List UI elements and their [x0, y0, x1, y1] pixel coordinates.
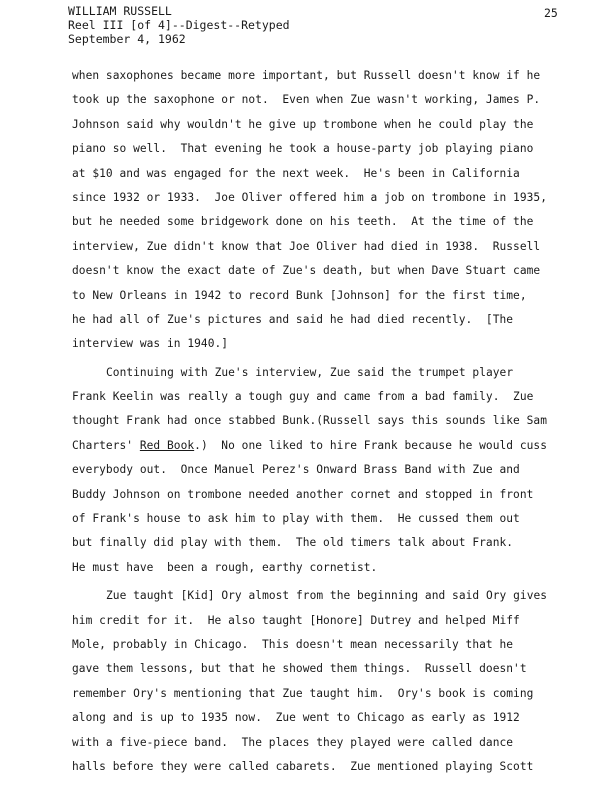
text-line: thought Frank had once stabbed Bunk.(Russell says this sounds like Sam: [72, 414, 547, 428]
text-line: Zue taught [Kid] Ory almost from the beginning and said Ory gives: [106, 589, 548, 603]
text-line: interview was in 1940.]: [72, 337, 229, 351]
text-line: when saxophones became more important, but Russell doesn't know if he: [72, 69, 541, 82]
text-line: at $10 and was engaged for the next week. He's been in California: [72, 166, 520, 180]
text-line: Buddy Johnson on trombone needed another cornet and stopped in front: [72, 487, 534, 501]
text-line: to New Orleans in 1942 to record Bunk [Johnson] for the first time,: [72, 288, 527, 302]
page-number: 25: [544, 6, 558, 20]
header-reel: Reel III [of 4]--Digest--Retyped: [68, 18, 290, 32]
text-line: doesn't know the exact date of Zue's death, but when Dave Stuart came: [72, 264, 541, 278]
paragraph: [72, 64, 577, 357]
text-line: but finally did play with them. The old timers talk about Frank.: [72, 536, 514, 550]
text-line: along and is up to 1935 now. Zue went to Chicago as early as 1912: [72, 711, 520, 725]
text-line: Continuing with Zue's interview, Zue said the trumpet player: [106, 365, 514, 379]
text-line: everybody out. Once Manuel Perez's Onward Brass Band with Zue and: [72, 463, 520, 477]
text-line: piano so well. That evening he took a house-party job playing piano: [72, 142, 534, 156]
text-line: He must have been a rough, earthy cornetist.: [72, 560, 378, 574]
text-line: halls before they were called cabarets. Zue mentioned playing Scott: [72, 759, 534, 773]
paragraph: [72, 584, 577, 779]
text-line: but he needed some bridgework done on his teeth. At the time of the: [72, 215, 534, 229]
text-line: him credit for it. He also taught [Honore] Dutrey and helped Miff: [72, 613, 520, 627]
text-line: interview, Zue didn't know that Joe Oliver had died in 1938. Russell: [72, 239, 541, 253]
text-line: Mole, probably in Chicago. This doesn't mean necessarily that he: [72, 637, 514, 651]
text-line: Johnson said why wouldn't he give up trombone when he could play the: [72, 117, 534, 131]
header-name: WILLIAM RUSSELL: [68, 4, 172, 18]
text-line: Frank Keelin was really a tough guy and came from a bad family. Zue: [72, 390, 534, 404]
document-header: [68, 4, 290, 46]
text-line: since 1932 or 1933. Joe Oliver offered him a job on trombone in 1935,: [72, 190, 547, 204]
text-line: Charters' Red Book.) No one liked to hire Frank because he would cuss: [72, 438, 547, 452]
body-text: [72, 64, 577, 779]
text-line: gave them lessons, but that he showed them things. Russell doesn't: [72, 662, 527, 676]
text-line: of Frank's house to ask him to play with them. He cussed them out: [72, 512, 520, 526]
text-line: took up the saxophone or not. Even when Zue wasn't working, James P.: [72, 93, 541, 107]
text-line: he had all of Zue's pictures and said he had died recently. [The: [72, 312, 514, 326]
paragraph: [72, 361, 577, 581]
text-line: remember Ory's mentioning that Zue taught him. Ory's book is coming: [72, 686, 534, 700]
text-line: with a five-piece band. The places they played were called dance: [72, 735, 514, 749]
header-date: September 4, 1962: [68, 32, 186, 46]
book-title: Red Book: [139, 438, 195, 452]
